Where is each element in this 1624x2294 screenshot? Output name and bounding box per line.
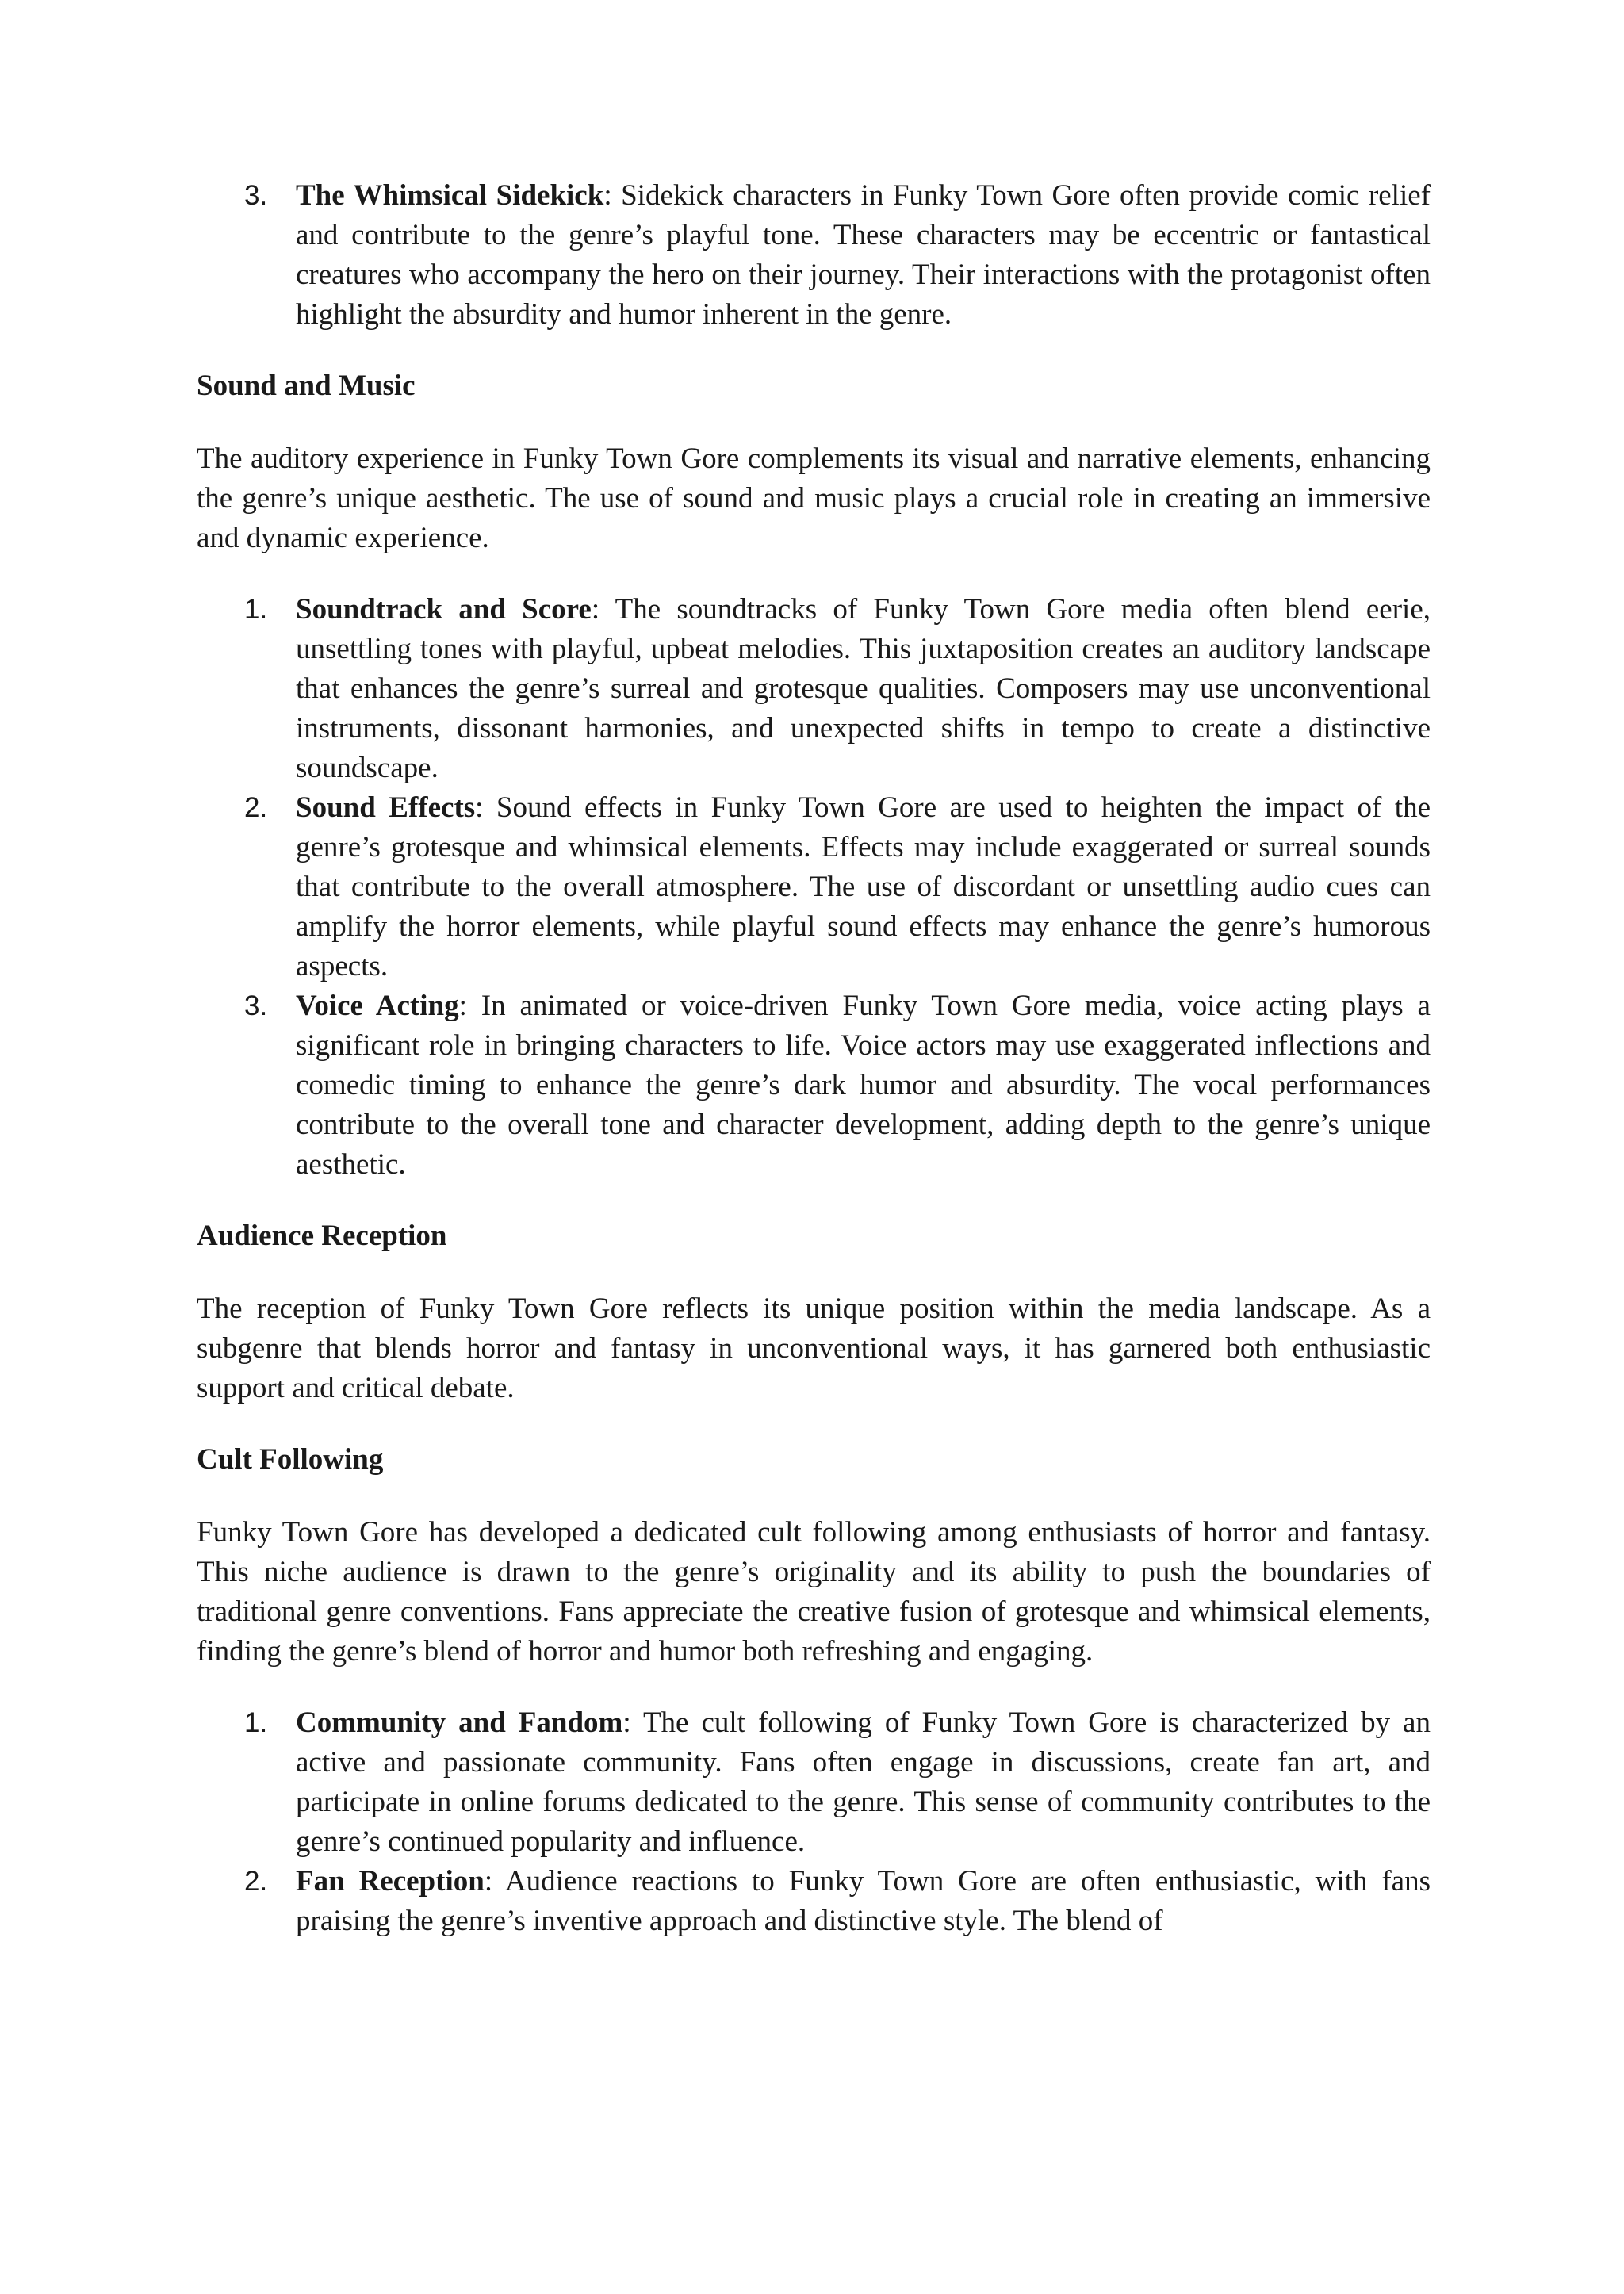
sound-list <box>197 590 1431 1185</box>
section-heading-sound-music: Sound and Music <box>197 370 416 402</box>
list-term: Voice Acting <box>296 990 459 1022</box>
list-text: : Sidekick characters in Funky Town Gore often provide comic relief and contribute to the genre’s playful tone. These characters may be eccentric or fantastical creatures who accompany the hero on their journey. Their interactions with the protagonist often highlight the absurdity and humor inherent in the genre. <box>296 179 1431 331</box>
list-number: 1. <box>244 1707 268 1738</box>
list-item-whimsical-sidekick <box>197 176 1431 335</box>
list-text: : The soundtracks of Funky Town Gore media often blend eerie, unsettling tones with playful, upbeat melodies. This juxtaposition creates an auditory landscape that enhances the genre’s surreal and grotesque qualities. Composers may use unconventional instruments, dissonant harmonies, and unexpected shifts in tempo to create a distinctive soundscape. <box>296 593 1431 784</box>
document-page <box>197 176 1431 1941</box>
list-term: Soundtrack and Score <box>296 593 592 626</box>
section-heading-audience-reception: Audience Reception <box>197 1220 447 1252</box>
list-number: 2. <box>244 792 268 823</box>
paragraph-sound-music: The auditory experience in Funky Town Gore complements its visual and narrative elements, enhancing the genre’s unique aesthetic. The use of sound and music plays a crucial role in creating an immersive and dynamic experience. <box>197 442 1431 554</box>
list-text: : Sound effects in Funky Town Gore are used to heighten the impact of the genre’s grotesque and whimsical elements. Effects may include exaggerated or surreal sounds that contribute to the overall atmosphere. The use of discordant or unsettling audio cues can amplify the horror elements, while playful sound effects may enhance the genre’s humorous aspects. <box>296 791 1431 982</box>
list-number: 3. <box>244 180 268 211</box>
list-term: Fan Reception <box>296 1865 485 1898</box>
list-item-community-fandom <box>197 1703 1431 1862</box>
list-text: : The cult following of Funky Town Gore is characterized by an active and passionate community. Fans often engage in discussions, create fan art, and participate in online forums dedicated to the genre. This sense of community contributes to the genre’s continued popularity and influence. <box>296 1706 1431 1858</box>
intro-list <box>197 176 1431 335</box>
list-text: : In animated or voice-driven Funky Town Gore media, voice acting plays a significant role in bringing characters to life. Voice actors may use exaggerated inflections and comedic timing to enhance the genre’s dark humor and absurdity. The vocal performances contribute to the overall tone and character development, adding depth to the genre’s unique aesthetic. <box>296 990 1431 1181</box>
list-number: 2. <box>244 1866 268 1897</box>
list-number: 1. <box>244 594 268 625</box>
list-item-fan-reception <box>197 1862 1431 1941</box>
list-term: Community and Fandom <box>296 1706 623 1739</box>
list-item-voice-acting <box>197 986 1431 1185</box>
list-item-soundtrack-score <box>197 590 1431 788</box>
list-term: Sound Effects <box>296 791 476 824</box>
list-term: The Whimsical Sidekick <box>296 179 604 212</box>
list-text: : Audience reactions to Funky Town Gore are often enthusiastic, with fans praising the genre’s inventive approach and distinctive style. The blend of <box>296 1865 1431 1937</box>
paragraph-audience-reception: The reception of Funky Town Gore reflects its unique position within the media landscape. As a subgenre that blends horror and fantasy in unconventional ways, it has garnered both enthusiastic support and critical debate. <box>197 1293 1431 1404</box>
list-item-sound-effects <box>197 788 1431 986</box>
list-number: 3. <box>244 990 268 1021</box>
paragraph-cult-following: Funky Town Gore has developed a dedicated cult following among enthusiasts of horror and fantasy. This niche audience is drawn to the genre’s originality and its ability to push the boundaries of traditional genre conventions. Fans appreciate the creative fusion of grotesque and whimsical elements, finding the genre’s blend of horror and humor both refreshing and engaging. <box>197 1516 1431 1668</box>
section-heading-cult-following: Cult Following <box>197 1443 384 1476</box>
cult-list <box>197 1703 1431 1941</box>
